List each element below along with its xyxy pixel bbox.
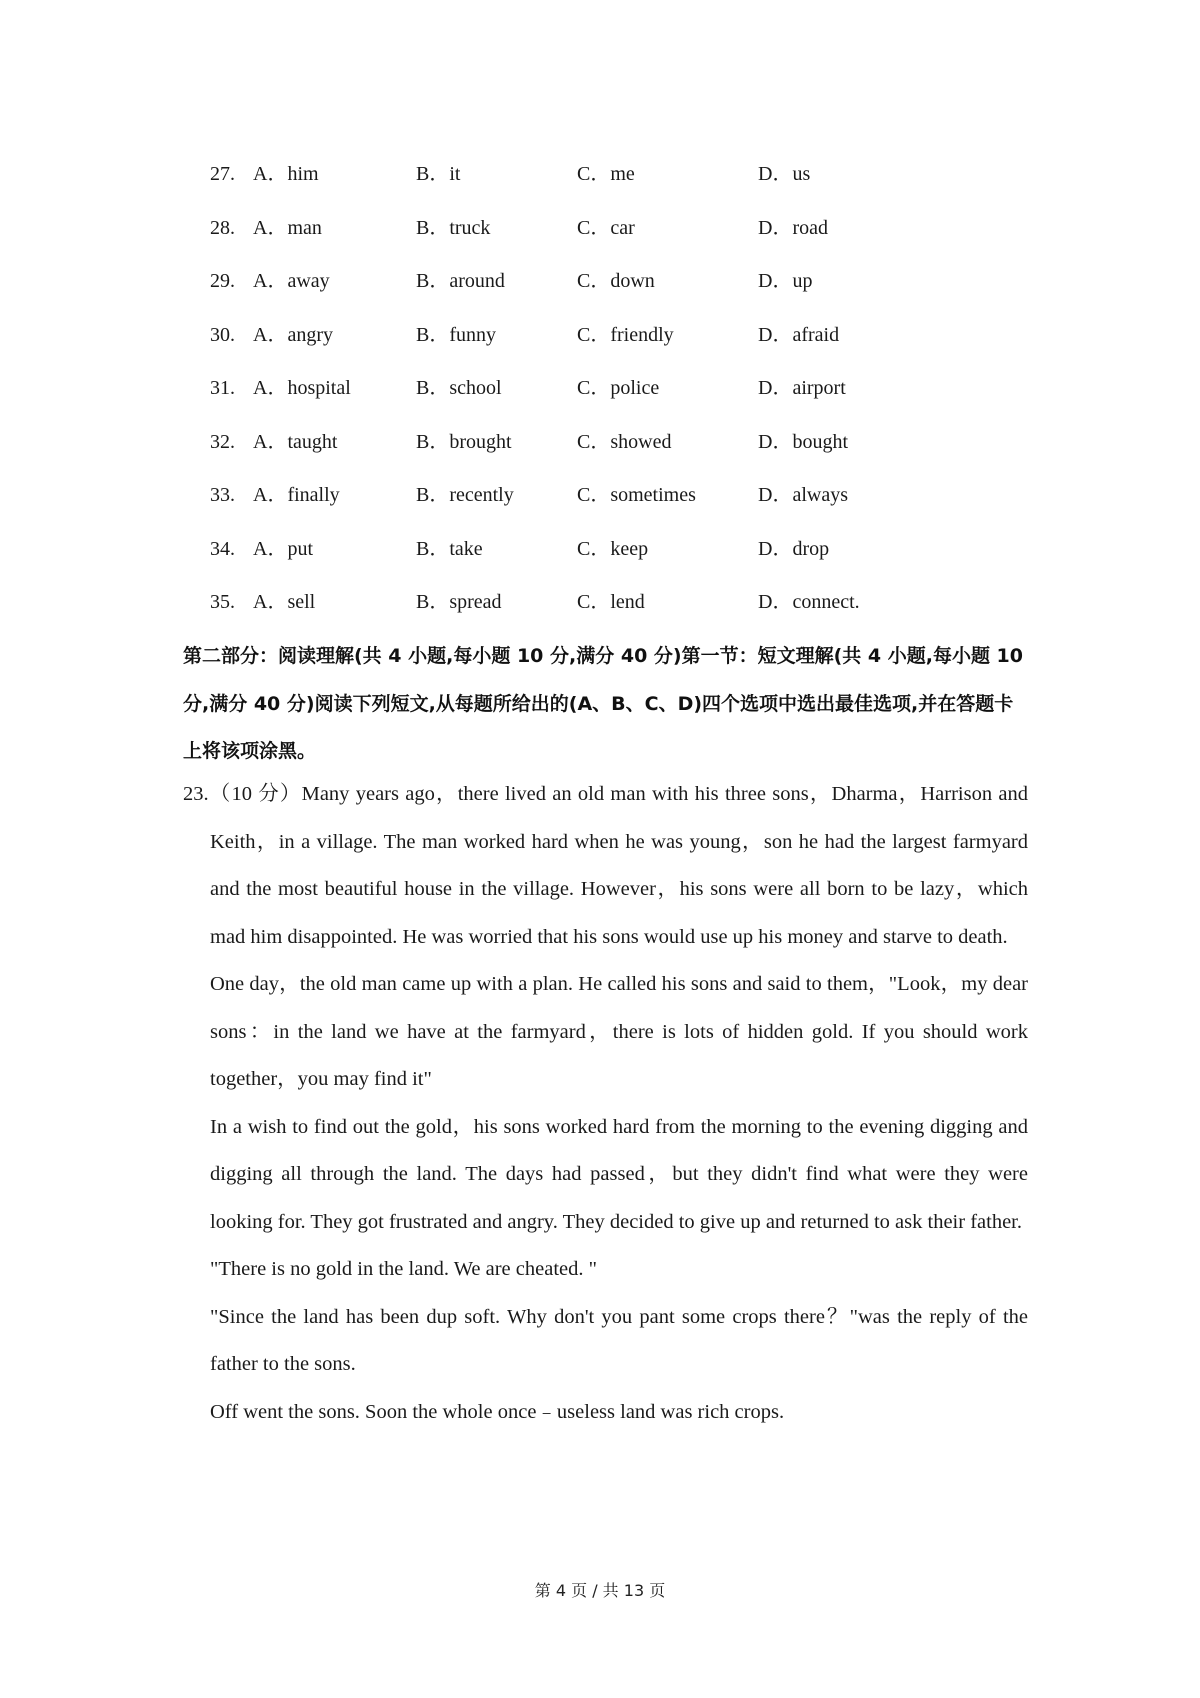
question-number: 33. — [210, 484, 235, 506]
option-row-27 — [210, 150, 1010, 204]
option-b: B．recently — [416, 484, 514, 506]
passage-paragraph: Off went the sons. Soon the whole once﹣useless land was rich crops. — [210, 1400, 785, 1423]
option-d: D．drop — [758, 537, 830, 560]
option-row-31 — [210, 364, 1010, 418]
option-a: A．taught — [253, 430, 338, 453]
question-number: 29. — [210, 270, 235, 292]
option-row-29 — [210, 257, 1010, 311]
option-d: D．always — [758, 484, 848, 506]
section-heading: 第二部分：阅读理解(共 4 小题,每小题 10 分,满分 40 分)第一节：短文理解(共 4 小题,每小题 10 分,满分 40 分)阅读下列短文,从每题所给出的(A、B、C、D)四个选项中选出最佳选项,并在答题卡上将该项涂黑。 — [183, 645, 1024, 762]
passage-paragraph: In a wish to find out the gold，his sons worked hard from the morning to the evening digging and digging all through the land. The days had passed，but they didn't find what were they were looking for. They got frustrated and angry. They decided to give up and returned to ask their father. — [210, 1115, 1028, 1233]
option-b: B．school — [416, 377, 502, 399]
option-c: C．keep — [577, 537, 649, 560]
options-table — [210, 150, 1010, 632]
option-c: C．car — [577, 216, 635, 239]
option-row-32 — [210, 418, 1010, 472]
option-d: D．afraid — [758, 323, 840, 346]
option-d: D．up — [758, 270, 813, 292]
option-a: A．hospital — [253, 377, 351, 399]
passage-paragraph: 23.（10 分）Many years ago，there lived an old man with his three sons，Dharma，Harrison and Keith，in a village. The man worked hard when he was young，son he had the largest farmyard and the most beautiful house in the village. However，his sons were all born to be lazy，which mad him disappointed. He was worried that his sons would use up his money and starve to death. — [183, 783, 1028, 948]
option-row-34 — [210, 525, 1010, 579]
option-d: D．bought — [758, 430, 848, 453]
option-row-33 — [210, 471, 1010, 525]
option-d: D．airport — [758, 377, 846, 399]
option-row-35 — [210, 578, 1010, 632]
option-d: D．us — [758, 163, 811, 185]
option-a: A．him — [253, 163, 319, 185]
option-b: B．it — [416, 163, 461, 185]
option-b: B．funny — [416, 323, 496, 346]
reading-passage — [183, 771, 1028, 1436]
option-a: A．finally — [253, 484, 340, 506]
option-a: A．put — [253, 537, 313, 560]
passage-paragraph: "Since the land has been dup soft. Why don't you pant some crops there？"was the reply of the father to the sons. — [210, 1305, 1028, 1375]
option-d: D．road — [758, 216, 828, 239]
question-number: 28. — [210, 216, 235, 239]
option-a: A．angry — [253, 323, 333, 346]
question-number: 31. — [210, 377, 235, 399]
option-b: B．truck — [416, 216, 491, 239]
question-number: 30. — [210, 323, 235, 346]
question-number: 35. — [210, 591, 235, 613]
option-a: A．man — [253, 216, 322, 239]
option-b: B．take — [416, 537, 483, 560]
option-c: C．lend — [577, 591, 645, 613]
option-row-28 — [210, 204, 1010, 258]
option-b: B．spread — [416, 591, 502, 613]
question-number: 34. — [210, 537, 235, 560]
option-row-30 — [210, 311, 1010, 365]
option-b: B．brought — [416, 430, 512, 453]
passage-paragraph: "There is no gold in the land. We are cheated. " — [210, 1258, 597, 1280]
question-number: 27. — [210, 163, 235, 185]
option-c: C．police — [577, 377, 660, 399]
option-c: C．down — [577, 270, 655, 292]
option-a: A．away — [253, 270, 330, 292]
option-c: C．sometimes — [577, 484, 696, 506]
option-c: C．friendly — [577, 323, 674, 346]
passage-paragraph: One day，the old man came up with a plan. He called his sons and said to them，"Look，my dear sons：in the land we have at the farmyard，there is lots of hidden gold. If you should work together，you may find it" — [210, 973, 1028, 1090]
question-number: 32. — [210, 430, 235, 453]
page-footer: 第 4 页 / 共 13 页 — [534, 1581, 666, 1600]
option-b: B．around — [416, 270, 505, 292]
option-c: C．me — [577, 163, 635, 185]
option-d: D．connect. — [758, 591, 860, 613]
option-c: C．showed — [577, 430, 672, 453]
option-a: A．sell — [253, 591, 316, 613]
